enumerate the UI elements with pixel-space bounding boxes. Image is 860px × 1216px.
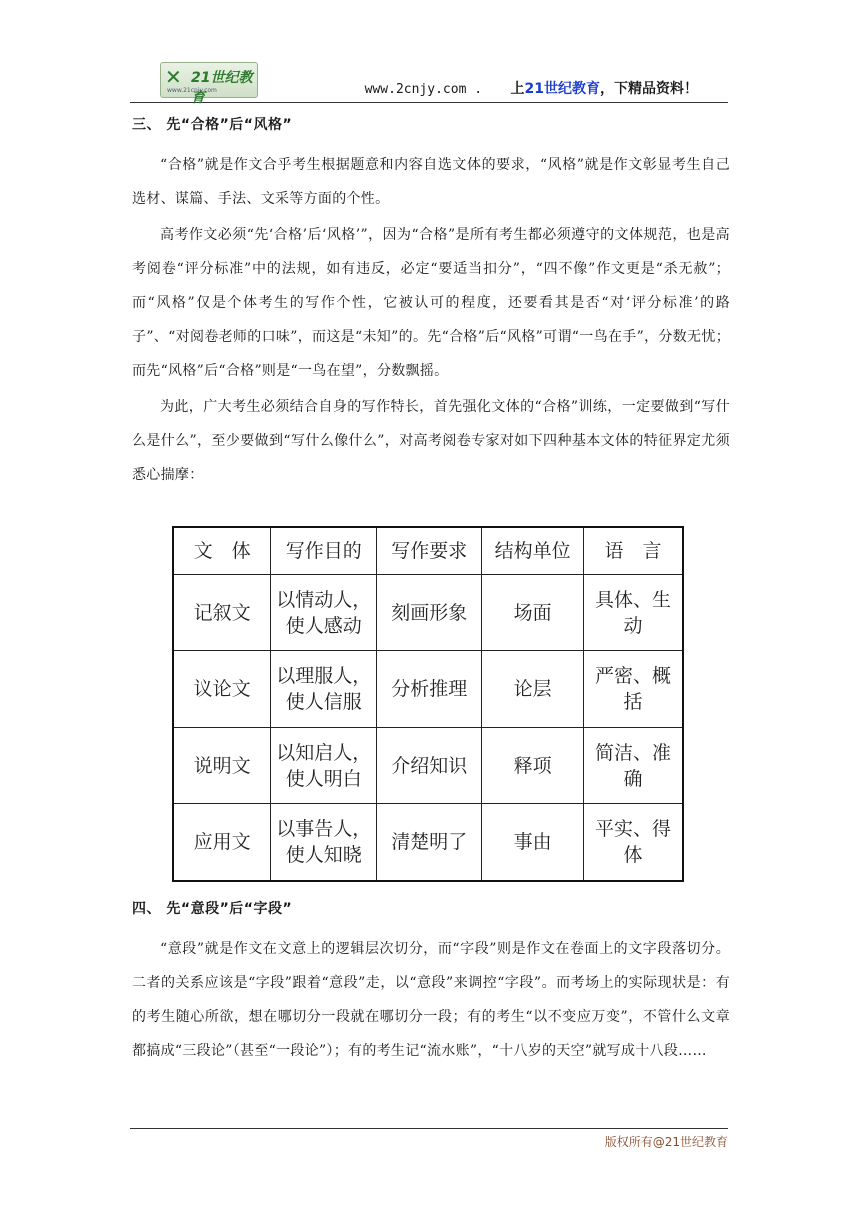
- page-header: [130, 58, 728, 106]
- table-cell: [271, 651, 377, 727]
- table-cell: 说明文: [173, 727, 271, 803]
- table-cell: 刻画形象: [377, 575, 482, 651]
- table-cell: 简洁、准确: [583, 727, 683, 803]
- table-header-row: [173, 527, 683, 575]
- table-cell: 严密、概括: [583, 651, 683, 727]
- table-header-cell: 写作要求: [377, 527, 482, 575]
- logo-url: www.21cnjy.com: [167, 87, 217, 94]
- table-cell: 平实、得体: [583, 804, 683, 881]
- table-cell: 释项: [482, 727, 584, 803]
- genre-table-figure: [172, 526, 684, 882]
- slogan-highlight: 21世纪教育: [524, 81, 600, 97]
- table-cell: 论层: [482, 651, 584, 727]
- section-4-content: [132, 896, 730, 1068]
- slogan-suffix: ，下精品资料！: [600, 81, 698, 97]
- table-cell: 应用文: [173, 804, 271, 881]
- table-header-cell: 写作目的: [271, 527, 377, 575]
- cell-line: 以事告人，: [276, 818, 372, 841]
- table-cell: 场面: [482, 575, 584, 651]
- table-row: [173, 575, 683, 651]
- section-3-paragraph-3: 为此，广大考生必须结合自身的写作特长，首先强化文体的“合格”训练，一定要做到“写什么是什么”，至少要做到“写什么像什么”，对高考阅卷专家对如下四种基本文体的特征界定尤须悉心揣摩：: [132, 399, 730, 483]
- table-cell: 事由: [482, 804, 584, 881]
- page-footer: [130, 1128, 728, 1149]
- cell-line: 使人信服: [285, 691, 362, 714]
- table-cell: 议论文: [173, 651, 271, 727]
- header-url[interactable]: www.2cnjy.com .: [364, 82, 483, 97]
- header-slogan: [511, 81, 698, 97]
- site-logo: [160, 62, 258, 106]
- table-row: [173, 727, 683, 803]
- section-3-paragraph-1: “合格”就是作文合乎考生根据题意和内容自选文体的要求，“风格”就是作文彰显考生自己选材、谋篇、手法、文采等方面的个性。: [132, 157, 730, 207]
- table-cell: [271, 727, 377, 803]
- table-cell: 介绍知识: [377, 727, 482, 803]
- section-4-paragraph-1: “意段”就是作文在文意上的逻辑层次切分，而“字段”则是作文在卷面上的文字段落切分。二者的关系应该是“字段”跟着“意段”走，以“意段”来调控“字段”。而考场上的实际现状是：有的考生随心所欲，想在哪切分一段就在哪切分一段；有的考生“以不变应万变”，不管什么文章都搞成“三段论”（甚至“一段论”）；有的考生记“流水账”，“十八岁的天空”就写成十八段……: [132, 941, 730, 1059]
- table-cell: 清楚明了: [377, 804, 482, 881]
- cell-line: 以理服人，: [276, 665, 372, 688]
- cell-line: 使人感动: [285, 614, 362, 637]
- main-content: [132, 104, 730, 492]
- table-cell: 具体、生动: [583, 575, 683, 651]
- genre-table: [172, 526, 684, 882]
- table-row: [173, 651, 683, 727]
- slogan-prefix: 上: [510, 81, 525, 97]
- logo-text: 21世纪教育: [191, 70, 253, 106]
- cell-line: 以情动人，: [276, 588, 372, 611]
- runner-icon: ✕: [165, 65, 182, 89]
- cell-line: 使人明白: [285, 767, 362, 790]
- table-cell: 分析推理: [377, 651, 482, 727]
- table-row: [173, 804, 683, 881]
- header-right: [365, 78, 698, 98]
- table-header-cell: 语 言: [583, 527, 683, 575]
- section-4-heading: 四、 先“意段”后“字段”: [132, 901, 293, 917]
- section-3-heading: 三、 先“合格”后“风格”: [132, 117, 293, 133]
- table-header-cell: 结构单位: [482, 527, 584, 575]
- cell-line: 使人知晓: [285, 844, 362, 867]
- table-cell: 记叙文: [173, 575, 271, 651]
- table-cell: [271, 575, 377, 651]
- section-3-paragraph-2: 高考作文必须“先‘合格’后‘风格’”，因为“合格”是所有考生都必须遵守的文体规范，也是高考阅卷“评分标准”中的法规，如有违反，必定“要适当扣分”，“四不像”作文更是“杀无赦”；而“风格”仅是个体考生的写作个性，它被认可的程度，还要看其是否“对‘评分标准’的路子”、“对阅卷老师的口味”，而这是“未知”的。先“合格”后“风格”可谓“一鸟在手”，分数无忧；而先“风格”后“合格”则是“一鸟在望”，分数飘摇。: [132, 227, 730, 379]
- cell-line: 以知启人，: [276, 741, 372, 764]
- table-header-cell: 文 体: [173, 527, 271, 575]
- table-cell: [271, 804, 377, 881]
- footer-copyright: 版权所有@21世纪教育: [604, 1135, 728, 1149]
